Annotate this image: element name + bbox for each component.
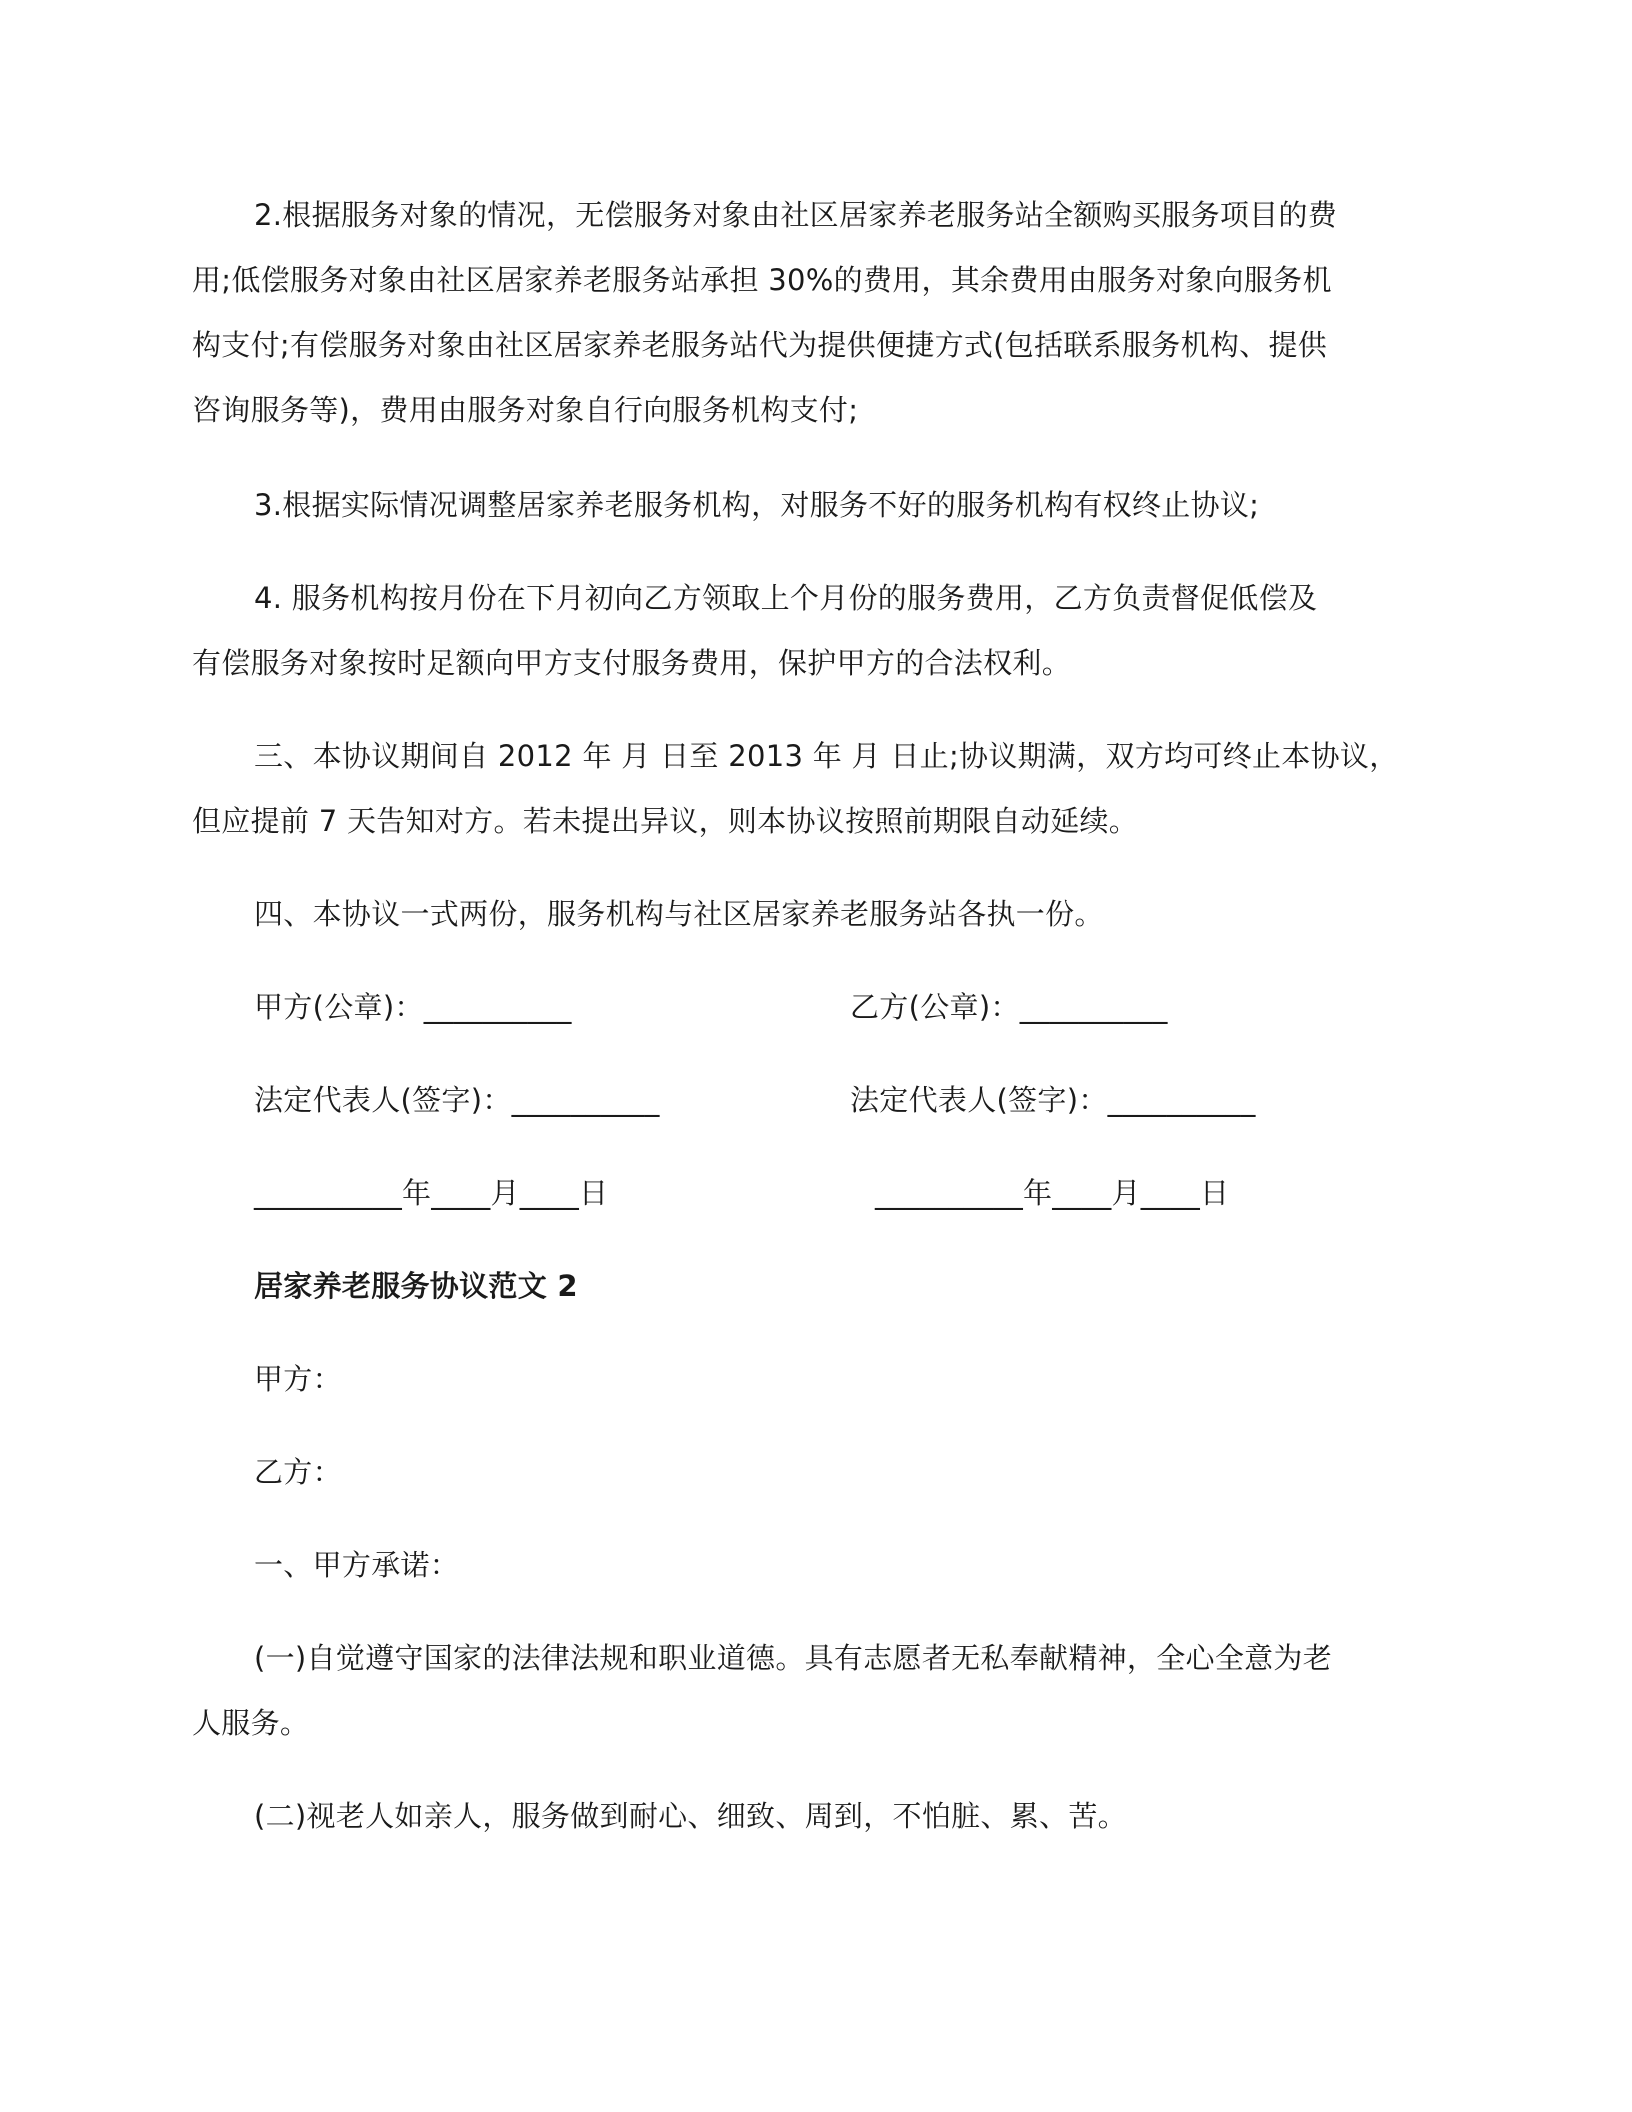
section-1-heading: 一、甲方承诺：: [254, 1548, 460, 1582]
item-1-line-2: 人服务。: [192, 1706, 310, 1740]
clause-3-line-1: 3.根据实际情况调整居家养老服务机构，对服务不好的服务机构有权终止协议;: [254, 488, 1260, 522]
clause-2-line-2: 用;低偿服务对象由社区居家养老服务站承担 30%的费用，其余费用由服务对象向服务机: [192, 263, 1332, 297]
party-b-representative: 法定代表人(签字)：__________: [850, 1083, 1256, 1117]
clause-4-line-2: 有偿服务对象按时足额向甲方支付服务费用，保护甲方的合法权利。: [192, 646, 1072, 680]
sample-2-party-a: 甲方：: [254, 1362, 342, 1396]
party-b-seal: 乙方(公章)：__________: [850, 990, 1168, 1024]
article-3-line-1: 三、本协议期间自 2012 年 月 日至 2013 年 月 日止;协议期满，双方均可终止本协议，: [254, 739, 1399, 773]
party-a-date: __________年____月____日: [254, 1176, 609, 1210]
clause-2-line-4: 咨询服务等)，费用由服务对象自行向服务机构支付;: [192, 393, 859, 427]
article-4-line-1: 四、本协议一式两份，服务机构与社区居家养老服务站各执一份。: [254, 897, 1104, 931]
party-a-seal: 甲方(公章)：__________: [254, 990, 572, 1024]
item-2-line-1: (二)视老人如亲人，服务做到耐心、细致、周到，不怕脏、累、苦。: [254, 1799, 1127, 1833]
party-b-date: __________年____月____日: [875, 1176, 1230, 1210]
clause-4-line-1: 4. 服务机构按月份在下月初向乙方领取上个月份的服务费用，乙方负责督促低偿及: [254, 581, 1318, 615]
item-1-line-1: (一)自觉遵守国家的法律法规和职业道德。具有志愿者无私奉献精神，全心全意为老: [254, 1641, 1333, 1675]
clause-2-line-3: 构支付;有偿服务对象由社区居家养老服务站代为提供便捷方式(包括联系服务机构、提供: [192, 328, 1328, 362]
sample-2-title: 居家养老服务协议范文 2: [254, 1269, 578, 1303]
clause-2-line-1: 2.根据服务对象的情况，无偿服务对象由社区居家养老服务站全额购买服务项目的费: [254, 198, 1338, 232]
sample-2-party-b: 乙方：: [254, 1455, 342, 1489]
party-a-representative: 法定代表人(签字)：__________: [254, 1083, 660, 1117]
article-3-line-2: 但应提前 7 天告知对方。若未提出异议，则本协议按照前期限自动延续。: [192, 804, 1139, 838]
